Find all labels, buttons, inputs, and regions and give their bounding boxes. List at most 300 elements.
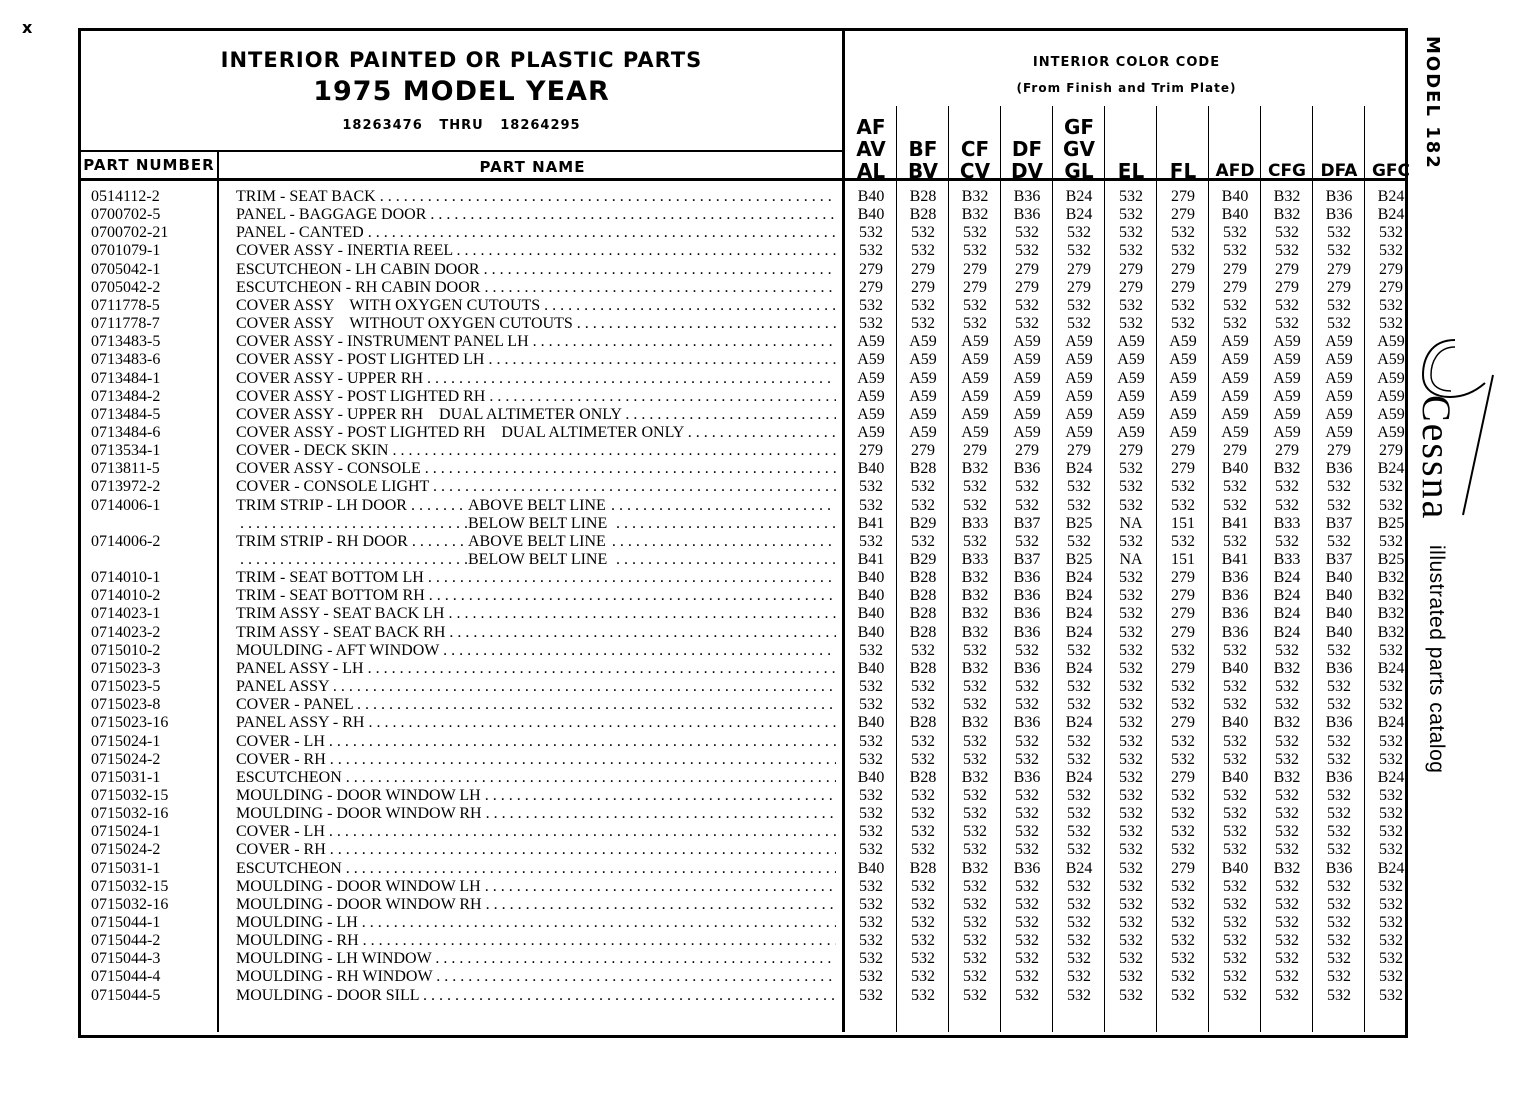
color-value-cell: B28 — [909, 623, 937, 641]
color-value-cell: 532 — [911, 732, 935, 750]
color-value-cell: 532 — [911, 315, 935, 333]
color-value-cell: B40 — [857, 714, 885, 732]
part-number: 0700702-5 — [91, 206, 161, 224]
color-value-cell: 532 — [1171, 315, 1195, 333]
code-column-divider — [1156, 106, 1157, 1032]
color-value-cell: B40 — [1325, 605, 1353, 623]
color-value-cell: 532 — [911, 224, 935, 242]
color-value-cell: 532 — [911, 932, 935, 950]
part-name: TRIM - SEAT BOTTOM LH . . . — [236, 569, 836, 587]
color-value-cell: 532 — [1327, 968, 1351, 986]
color-value-cell: A59 — [857, 333, 885, 351]
part-name: TRIM ASSY - SEAT BACK LH . . . — [236, 605, 836, 623]
color-value-cell: 532 — [911, 678, 935, 696]
color-value-cell: 532 — [963, 895, 987, 913]
color-value-cell: 532 — [1223, 224, 1247, 242]
part-number: 0715023-3 — [91, 659, 161, 677]
color-value-cell: A59 — [1377, 405, 1405, 423]
color-value-cell: B24 — [1065, 587, 1093, 605]
part-name: MOULDING - DOOR WINDOW RH . . . — [236, 896, 836, 914]
color-value-cell: 532 — [1223, 678, 1247, 696]
color-value-cell: A59 — [1013, 423, 1041, 441]
color-value-cell: 532 — [1119, 296, 1143, 314]
color-value-cell: 532 — [911, 986, 935, 1004]
color-value-cell: 279 — [911, 442, 935, 460]
part-name: COVER - RH . . . — [236, 841, 836, 859]
color-code-label: BF — [908, 137, 938, 161]
color-value-cell: B29 — [909, 551, 937, 568]
color-value-cell: 532 — [1119, 950, 1143, 968]
part-number: 0705042-2 — [91, 278, 161, 296]
part-number: 0715044-5 — [91, 986, 161, 1004]
color-value-cell: 532 — [1015, 224, 1039, 242]
cessna-wordmark: Cessna — [1414, 395, 1459, 521]
color-value-cell: B24 — [1377, 206, 1405, 224]
color-value-cell: B40 — [1221, 768, 1249, 786]
color-value-cell: 279 — [963, 442, 987, 460]
part-name: ESCUTCHEON . . . — [236, 860, 836, 878]
color-code-label: DF — [1011, 137, 1043, 161]
color-value-cell: 532 — [963, 496, 987, 514]
color-value-cell: 279 — [963, 260, 987, 278]
color-value-cell: A59 — [1221, 423, 1249, 441]
color-value-cell: 532 — [1275, 823, 1299, 841]
part-name: COVER ASSY - INSTRUMENT PANEL LH . . . — [236, 333, 836, 351]
color-value-cell: B24 — [1065, 714, 1093, 732]
color-value-cell: 532 — [1015, 478, 1039, 496]
color-value-cell: 532 — [1119, 659, 1143, 677]
color-value-cell: 279 — [1275, 260, 1299, 278]
color-value-cell: A59 — [1013, 369, 1041, 387]
color-value-cell: 532 — [1171, 914, 1195, 931]
color-value-cell: 279 — [1171, 605, 1195, 623]
color-value-cell: 532 — [859, 968, 883, 986]
color-value-cell: A59 — [961, 405, 989, 423]
color-value-cell: B24 — [1273, 623, 1301, 641]
color-value-cell: 532 — [963, 932, 987, 950]
color-value-cell: B24 — [1065, 859, 1093, 877]
color-code-header — [1053, 106, 1105, 182]
color-value-cell: B24 — [1377, 188, 1405, 205]
color-value-cell: B40 — [1221, 460, 1249, 478]
color-code-header — [1157, 106, 1209, 182]
part-name: PANEL ASSY - RH . . . — [236, 714, 836, 732]
color-value-cell: 532 — [1119, 496, 1143, 514]
part-name: PANEL - BAGGAGE DOOR . . . — [236, 206, 836, 224]
color-value-cell: A59 — [857, 423, 885, 441]
color-value-cell: 532 — [859, 786, 883, 804]
color-value-cell: A59 — [1273, 405, 1301, 423]
color-value-cell: A59 — [1117, 369, 1145, 387]
color-value-cell: A59 — [1169, 405, 1197, 423]
color-value-cell: B36 — [1013, 605, 1041, 623]
part-name: MOULDING - DOOR WINDOW LH . . . — [236, 787, 836, 805]
color-value-cell: B32 — [961, 768, 989, 786]
part-number: 0713534-1 — [91, 442, 161, 460]
color-value-cell: 279 — [1223, 260, 1247, 278]
color-value-cell: 532 — [1067, 696, 1091, 714]
color-value-cell: 279 — [1223, 442, 1247, 460]
part-name: ESCUTCHEON . . . — [236, 769, 836, 787]
color-value-cell: 532 — [1119, 696, 1143, 714]
color-value-cell: A59 — [857, 351, 885, 369]
color-value-cell: 279 — [1171, 768, 1195, 786]
part-number: 0715024-2 — [91, 750, 161, 768]
part-number: 0714010-2 — [91, 587, 161, 605]
color-value-cell: A59 — [1221, 405, 1249, 423]
color-value-cell: 532 — [1379, 496, 1403, 514]
color-value-cell: 532 — [1171, 895, 1195, 913]
part-number: 0714023-1 — [91, 605, 161, 623]
color-value-cell: 532 — [1275, 895, 1299, 913]
color-value-cell: 279 — [1379, 278, 1403, 296]
color-value-cell: A59 — [1065, 333, 1093, 351]
color-value-cell: B40 — [857, 659, 885, 677]
color-value-cell: 532 — [1327, 224, 1351, 242]
color-value-cell: 532 — [1327, 914, 1351, 931]
color-value-cell: 532 — [1379, 296, 1403, 314]
color-value-cell: A59 — [1065, 369, 1093, 387]
color-value-cell: 532 — [1171, 786, 1195, 804]
color-value-cell: B28 — [909, 768, 937, 786]
part-name: TRIM STRIP - RH DOOR . . . — [236, 533, 836, 551]
color-value-cell: 532 — [1067, 224, 1091, 242]
color-value-cell: 532 — [859, 732, 883, 750]
color-value-cell: 532 — [963, 877, 987, 895]
color-value-cell: B36 — [1221, 605, 1249, 623]
color-value-cell: 532 — [1119, 623, 1143, 641]
color-value-cell: 532 — [1327, 950, 1351, 968]
part-name: COVER - DECK SKIN . . . — [236, 442, 836, 460]
color-value-cell: B36 — [1221, 623, 1249, 641]
color-value-cell: 532 — [1015, 496, 1039, 514]
color-value-cell: A59 — [1117, 351, 1145, 369]
color-value-cell: 532 — [1171, 296, 1195, 314]
color-value-cell: B40 — [857, 460, 885, 478]
part-number: 0715023-5 — [91, 678, 161, 696]
color-value-cell: B24 — [1065, 623, 1093, 641]
color-value-cell: B32 — [961, 623, 989, 641]
color-value-cell: 532 — [911, 641, 935, 659]
color-value-cell: 532 — [1379, 950, 1403, 968]
color-value-cell: B33 — [961, 514, 989, 532]
color-value-cell: B24 — [1377, 859, 1405, 877]
color-value-cell: 532 — [1067, 496, 1091, 514]
part-name: COVER - PANEL . . . — [236, 696, 836, 714]
color-value-cell: B24 — [1273, 569, 1301, 587]
color-value-cell: 532 — [1171, 678, 1195, 696]
color-value-cell: A59 — [1377, 351, 1405, 369]
color-value-cell: B36 — [1325, 659, 1353, 677]
color-value-cell: A59 — [961, 351, 989, 369]
color-value-cell: B32 — [961, 206, 989, 224]
color-value-cell: 532 — [1119, 823, 1143, 841]
color-code-label: GV — [1063, 137, 1095, 161]
color-value-cell: A59 — [1273, 423, 1301, 441]
color-value-cell: 532 — [1119, 242, 1143, 260]
color-code-label: GF — [1063, 115, 1095, 139]
color-value-cell: B24 — [1377, 659, 1405, 677]
part-number: 0713484-1 — [91, 369, 161, 387]
color-value-cell: 279 — [911, 278, 935, 296]
color-value-cell: B24 — [1377, 460, 1405, 478]
color-value-cell: 532 — [1119, 678, 1143, 696]
color-value-cell: 532 — [1275, 950, 1299, 968]
color-value-cell: B40 — [1221, 659, 1249, 677]
color-value-cell: B24 — [1065, 768, 1093, 786]
color-value-cell: 532 — [1327, 877, 1351, 895]
color-value-cell: A59 — [1221, 333, 1249, 351]
color-value-cell: 532 — [859, 932, 883, 950]
color-value-cell: 279 — [1171, 278, 1195, 296]
color-value-cell: 532 — [963, 786, 987, 804]
color-value-cell: 532 — [1275, 696, 1299, 714]
color-value-cell: 532 — [1015, 823, 1039, 841]
color-value-cell: 532 — [1223, 877, 1247, 895]
color-value-cell: B40 — [857, 623, 885, 641]
color-value-cell: 532 — [1327, 532, 1351, 550]
color-value-cell: A59 — [1065, 423, 1093, 441]
color-value-cell: 532 — [1119, 206, 1143, 224]
color-value-cell: 532 — [963, 224, 987, 242]
part-name: COVER ASSY - POST LIGHTED LH . . . — [236, 351, 836, 369]
color-value-cell: 532 — [859, 805, 883, 823]
color-value-cell: 532 — [1119, 841, 1143, 859]
color-value-cell: 532 — [1275, 242, 1299, 260]
color-value-cell: 532 — [1327, 750, 1351, 768]
color-value-cell: B40 — [857, 188, 885, 205]
color-value-cell: 279 — [1015, 278, 1039, 296]
color-value-cell: 532 — [1379, 786, 1403, 804]
color-value-cell: 532 — [1223, 750, 1247, 768]
color-value-cell: B32 — [961, 659, 989, 677]
color-value-cell: B25 — [1065, 551, 1093, 568]
color-value-cell: B32 — [1273, 659, 1301, 677]
part-number: 0715044-3 — [91, 950, 161, 968]
color-value-cell: 532 — [1275, 296, 1299, 314]
color-value-cell: B24 — [1065, 460, 1093, 478]
part-name: PANEL ASSY - LH . . . — [236, 660, 836, 678]
model-year-title: 1975 MODEL YEAR — [313, 76, 610, 107]
color-value-cell: 532 — [1015, 877, 1039, 895]
color-value-cell: 279 — [1015, 260, 1039, 278]
color-value-cell: 532 — [1171, 478, 1195, 496]
color-value-cell: B32 — [961, 714, 989, 732]
color-value-cell: B28 — [909, 587, 937, 605]
color-value-cell: 532 — [859, 315, 883, 333]
color-value-cell: B40 — [1221, 714, 1249, 732]
color-value-cell: 532 — [1067, 641, 1091, 659]
color-value-cell: 279 — [1171, 859, 1195, 877]
color-value-cell: A59 — [1377, 387, 1405, 405]
color-value-cell: 532 — [1275, 914, 1299, 931]
color-code-label: CF — [960, 137, 990, 161]
color-value-cell: B33 — [961, 551, 989, 568]
color-value-cell: 532 — [1379, 696, 1403, 714]
color-value-cell: 532 — [911, 895, 935, 913]
color-value-cell: 532 — [1275, 968, 1299, 986]
color-value-cell: NA — [1119, 551, 1143, 568]
color-value-cell: 532 — [859, 224, 883, 242]
color-value-cell: 532 — [1119, 732, 1143, 750]
color-code-label: AF — [856, 115, 886, 139]
part-number: 0715032-16 — [91, 805, 169, 823]
color-value-cell: 532 — [911, 750, 935, 768]
color-value-cell: 532 — [1119, 224, 1143, 242]
color-value-cell: 532 — [1015, 932, 1039, 950]
color-value-cell: 532 — [1223, 950, 1247, 968]
color-value-cell: A59 — [909, 369, 937, 387]
color-value-cell: B24 — [1377, 714, 1405, 732]
color-code-label: GFC — [1371, 161, 1411, 181]
color-value-cell: 279 — [1379, 260, 1403, 278]
color-value-cell: 532 — [963, 986, 987, 1004]
color-value-cell: 532 — [1275, 732, 1299, 750]
color-value-cell: B32 — [961, 859, 989, 877]
color-value-cell: 532 — [1171, 841, 1195, 859]
color-code-label: AL — [856, 159, 886, 183]
color-value-cell: 532 — [911, 950, 935, 968]
color-value-cell: B36 — [1013, 460, 1041, 478]
color-value-cell: 532 — [1327, 678, 1351, 696]
part-number: 0715023-16 — [91, 714, 169, 732]
color-value-cell: 532 — [859, 914, 883, 931]
color-value-cell: 532 — [1015, 805, 1039, 823]
color-value-cell: 532 — [1171, 641, 1195, 659]
color-value-cell: 532 — [1171, 968, 1195, 986]
color-value-cell: 532 — [1171, 224, 1195, 242]
color-value-cell: 532 — [1015, 841, 1039, 859]
color-value-cell: A59 — [1013, 333, 1041, 351]
color-value-cell: 532 — [963, 696, 987, 714]
color-value-cell: B36 — [1013, 768, 1041, 786]
part-number: 0714006-2 — [91, 532, 161, 550]
color-value-cell: 532 — [1327, 986, 1351, 1004]
color-value-cell: 532 — [1067, 296, 1091, 314]
color-value-cell: 532 — [859, 696, 883, 714]
color-value-cell: 532 — [1379, 242, 1403, 260]
part-number: 0715032-15 — [91, 786, 169, 804]
color-value-cell: B24 — [1273, 587, 1301, 605]
color-value-cell: 532 — [963, 823, 987, 841]
color-value-cell: B40 — [857, 768, 885, 786]
color-value-cell: 279 — [1067, 442, 1091, 460]
color-value-cell: 532 — [1067, 968, 1091, 986]
color-value-cell: 532 — [859, 478, 883, 496]
color-value-cell: A59 — [961, 369, 989, 387]
color-value-cell: 532 — [1327, 641, 1351, 659]
color-value-cell: B40 — [1325, 623, 1353, 641]
color-value-cell: 532 — [1379, 877, 1403, 895]
color-value-cell: B36 — [1325, 859, 1353, 877]
color-value-cell: 532 — [963, 242, 987, 260]
color-value-cell: 532 — [1327, 786, 1351, 804]
code-column-divider — [896, 106, 897, 1032]
color-value-cell: 532 — [911, 532, 935, 550]
color-value-cell: 532 — [1067, 786, 1091, 804]
part-qualifier: ABOVE BELT LINE — [468, 533, 610, 551]
color-value-cell: 532 — [1067, 986, 1091, 1004]
color-value-cell: B37 — [1013, 551, 1041, 568]
code-column-divider — [948, 106, 949, 1032]
color-value-cell: B36 — [1013, 659, 1041, 677]
part-number: 0715044-4 — [91, 968, 161, 986]
color-value-cell: 532 — [1223, 242, 1247, 260]
part-name: COVER ASSY - UPPER RH . . . — [236, 370, 836, 388]
color-value-cell: 532 — [1379, 478, 1403, 496]
color-value-cell: 532 — [911, 877, 935, 895]
color-value-cell: A59 — [1065, 387, 1093, 405]
table-title: INTERIOR PAINTED OR PLASTIC PARTS — [220, 48, 703, 72]
part-number: 0711778-7 — [91, 315, 160, 333]
color-code-header — [845, 106, 897, 182]
color-value-cell: B36 — [1013, 623, 1041, 641]
color-value-cell: 532 — [963, 841, 987, 859]
color-value-cell: 532 — [1327, 478, 1351, 496]
color-value-cell: 532 — [1327, 242, 1351, 260]
color-value-cell: 532 — [1379, 914, 1403, 931]
color-value-cell: 532 — [859, 242, 883, 260]
catalog-label: illustrated parts catalog — [1425, 545, 1448, 774]
color-code-header — [1105, 106, 1157, 182]
color-value-cell: 532 — [963, 478, 987, 496]
color-value-cell: 532 — [1327, 732, 1351, 750]
color-value-cell: 532 — [1119, 532, 1143, 550]
color-value-cell: B40 — [1221, 859, 1249, 877]
color-value-cell: 532 — [1223, 932, 1247, 950]
color-value-cell: 532 — [1067, 478, 1091, 496]
color-value-cell: B36 — [1221, 569, 1249, 587]
part-name: TRIM STRIP - LH DOOR . . . — [236, 497, 836, 515]
corner-mark: x — [22, 18, 33, 37]
color-value-cell: B28 — [909, 206, 937, 224]
color-value-cell: B33 — [1273, 514, 1301, 532]
color-value-cell: 532 — [859, 841, 883, 859]
part-name: COVER ASSY - INERTIA REEL . . . — [236, 242, 836, 260]
color-value-cell: B40 — [857, 859, 885, 877]
color-value-cell: B28 — [909, 188, 937, 205]
serial-range: 18263476 THRU 18264295 — [342, 118, 581, 133]
color-value-cell: 532 — [1171, 932, 1195, 950]
color-value-cell: B28 — [909, 460, 937, 478]
color-value-cell: 532 — [1067, 805, 1091, 823]
color-value-cell: 532 — [1067, 732, 1091, 750]
part-number: 0705042-1 — [91, 260, 161, 278]
code-column-divider — [1312, 106, 1313, 1032]
color-value-cell: 532 — [1119, 895, 1143, 913]
color-value-cell: A59 — [1117, 333, 1145, 351]
color-code-title: INTERIOR COLOR CODE — [1032, 55, 1221, 70]
color-value-cell: 532 — [1067, 841, 1091, 859]
color-value-cell: 532 — [1119, 569, 1143, 587]
color-value-cell: B28 — [909, 569, 937, 587]
part-number: 0713811-5 — [91, 460, 160, 478]
color-value-cell: 532 — [1067, 914, 1091, 931]
color-value-cell: 532 — [1015, 950, 1039, 968]
color-value-cell: 532 — [1327, 315, 1351, 333]
color-value-cell: 532 — [1275, 750, 1299, 768]
color-value-cell: 532 — [1275, 496, 1299, 514]
color-value-cell: 532 — [1223, 296, 1247, 314]
color-value-cell: 532 — [911, 841, 935, 859]
color-code-header — [1365, 106, 1417, 182]
part-number: 0514112-2 — [91, 188, 160, 205]
part-name: MOULDING - LH . . . — [236, 914, 836, 932]
color-value-cell: 532 — [1015, 986, 1039, 1004]
color-value-cell: 532 — [1119, 315, 1143, 333]
color-value-cell: 532 — [1327, 296, 1351, 314]
color-value-cell: B32 — [1377, 605, 1405, 623]
